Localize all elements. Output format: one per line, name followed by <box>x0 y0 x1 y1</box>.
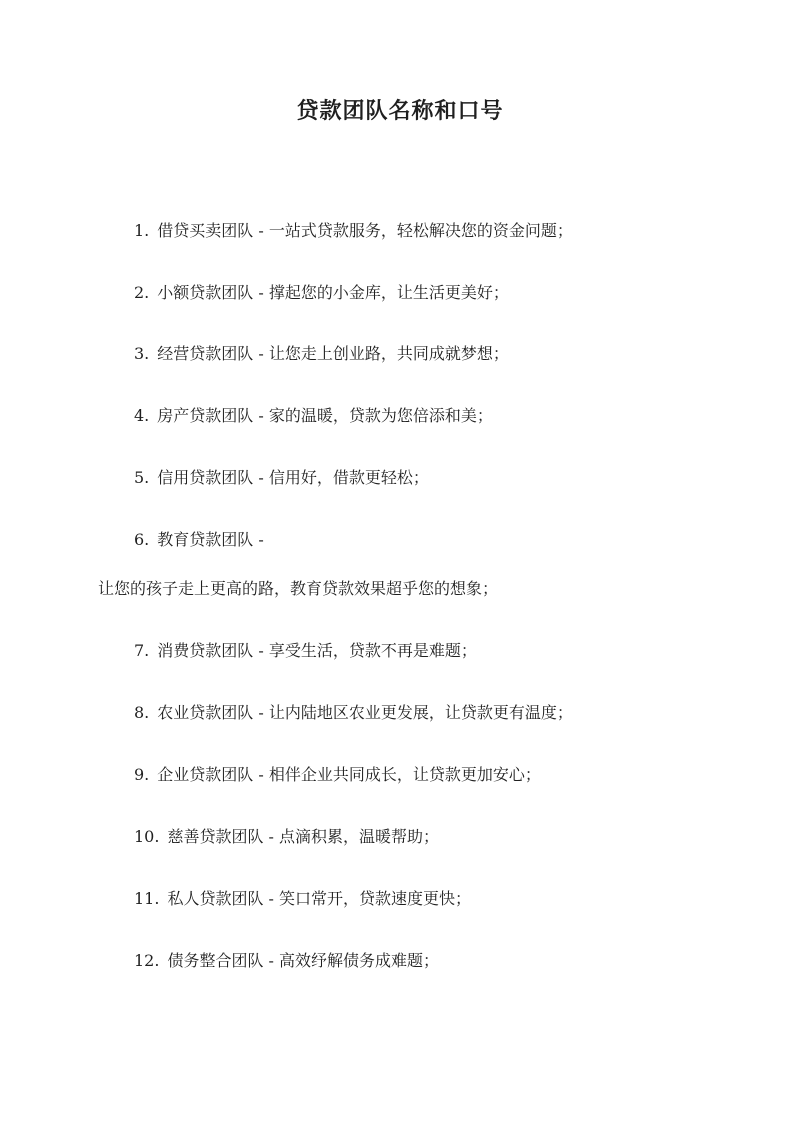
list-item-number: 5. <box>134 468 150 487</box>
list-item-number: 6. <box>134 530 150 549</box>
list-item-text: 农业贷款团队 - 让内陆地区农业更发展，让贷款更有温度； <box>157 703 573 722</box>
list-item-8 <box>134 702 573 724</box>
list-item-6-continuation: 让您的孩子走上更高的路，教育贷款效果超乎您的想象； <box>98 579 499 598</box>
list-item-text: 教育贷款团队 - <box>157 530 264 549</box>
list-item-text: 慈善贷款团队 - 点滴积累，温暖帮助； <box>167 827 440 846</box>
list-item-text: 小额贷款团队 - 撑起您的小金库，让生活更美好； <box>157 283 509 302</box>
list-item-number: 7. <box>134 641 150 660</box>
list-item-number: 2. <box>134 283 150 302</box>
list-item-number: 11. <box>134 889 160 908</box>
list-item-number: 1. <box>134 221 150 240</box>
list-item-5 <box>134 467 429 489</box>
list-item-4 <box>134 405 493 427</box>
list-item-11 <box>134 888 471 910</box>
list-item-9 <box>134 764 541 786</box>
list-item-number: 4. <box>134 406 150 425</box>
list-item-number: 8. <box>134 703 150 722</box>
list-item-number: 10. <box>134 827 160 846</box>
list-item-12 <box>134 950 439 972</box>
list-item-text: 消费贷款团队 - 享受生活，贷款不再是难题； <box>157 641 477 660</box>
list-item-2 <box>134 282 509 304</box>
page-title: 贷款团队名称和口号 <box>296 98 504 124</box>
list-item-10 <box>134 826 439 848</box>
list-item-number: 3. <box>134 344 150 363</box>
list-item-text: 借贷买卖团队 - 一站式贷款服务，轻松解决您的资金问题； <box>157 221 573 240</box>
list-item-3 <box>134 343 509 365</box>
list-item-text: 房产贷款团队 - 家的温暖，贷款为您倍添和美； <box>157 406 493 425</box>
list-item-text: 经营贷款团队 - 让您走上创业路，共同成就梦想； <box>157 344 509 363</box>
list-item-1 <box>134 220 573 242</box>
list-item-text: 私人贷款团队 - 笑口常开，贷款速度更快； <box>167 889 472 908</box>
list-item-number: 9. <box>134 765 150 784</box>
list-item-text: 企业贷款团队 - 相伴企业共同成长，让贷款更加安心； <box>157 765 541 784</box>
list-item-7 <box>134 640 477 662</box>
list-item-number: 12. <box>134 951 160 970</box>
list-item-text: 债务整合团队 - 高效纾解债务成难题； <box>167 951 440 970</box>
list-item-text: 信用贷款团队 - 信用好，借款更轻松； <box>157 468 429 487</box>
list-item-6 <box>134 529 264 551</box>
